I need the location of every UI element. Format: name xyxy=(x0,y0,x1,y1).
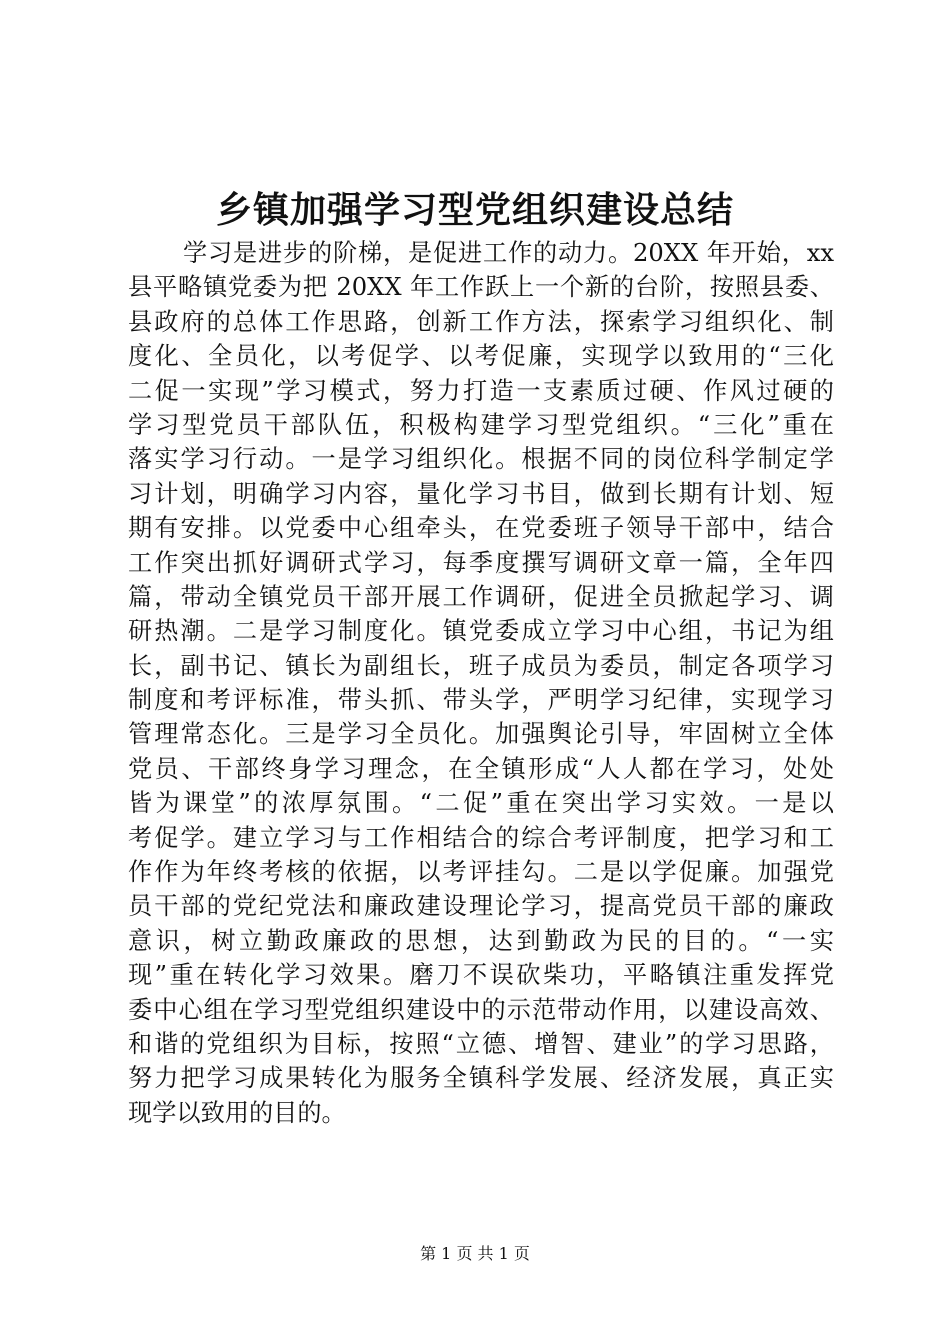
body-line: 县政府的总体工作思路，创新工作方法，探索学习组织化、制 xyxy=(128,307,834,336)
body-line: 学习型党员干部队伍，积极构建学习型党组织。“三化”重在 xyxy=(128,410,834,439)
body-line: 和谐的党组织为目标，按照“立德、增智、建业”的学习思路， xyxy=(128,1029,834,1058)
body-line: 长，副书记、镇长为副组长，班子成员为委员，制定各项学习 xyxy=(128,651,834,680)
body-line: 学习是进步的阶梯，是促进工作的动力。20XX 年开始，xx xyxy=(183,239,834,267)
body-line: 研热潮。二是学习制度化。镇党委成立学习中心组，书记为组 xyxy=(128,617,834,646)
body-line: 落实学习行动。一是学习组织化。根据不同的岗位科学制定学 xyxy=(128,445,834,474)
body-line: 二促一实现”学习模式，努力打造一支素质过硬、作风过硬的 xyxy=(128,376,834,405)
body-line: 县平略镇党委为把 20XX 年工作跃上一个新的台阶，按照县委、 xyxy=(128,273,834,302)
body-line: 期有安排。以党委中心组牵头，在党委班子领导干部中，结合 xyxy=(128,514,834,543)
body-line: 意识，树立勤政廉政的思想，达到勤政为民的目的。“一实 xyxy=(128,926,834,955)
page-number: 第 1 页 共 1 页 xyxy=(420,1244,530,1263)
body-line: 努力把学习成果转化为服务全镇科学发展、经济发展，真正实 xyxy=(128,1064,834,1093)
body-line: 度化、全员化，以考促学、以考促廉，实现学以致用的“三化 xyxy=(128,342,834,371)
body-line: 皆为课堂”的浓厚氛围。“二促”重在突出学习实效。一是以 xyxy=(128,789,834,818)
body-line: 习计划，明确学习内容，量化学习书目，做到长期有计划、短 xyxy=(128,479,834,508)
body-line: 现”重在转化学习效果。磨刀不误砍柴功，平略镇注重发挥党 xyxy=(128,961,834,990)
body-line: 考促学。建立学习与工作相结合的综合考评制度，把学习和工 xyxy=(128,823,834,852)
body-line: 现学以致用的目的。 xyxy=(128,1098,346,1127)
body-line: 工作突出抓好调研式学习，每季度撰写调研文章一篇，全年四 xyxy=(128,548,834,577)
body-line: 员干部的党纪党法和廉政建设理论学习，提高党员干部的廉政 xyxy=(128,892,834,921)
body-line: 篇，带动全镇党员干部开展工作调研，促进全员掀起学习、调 xyxy=(128,582,834,611)
body-line: 作作为年终考核的依据，以考评挂勾。二是以学促廉。加强党 xyxy=(128,858,834,887)
document-title: 乡镇加强学习型党组织建设总结 xyxy=(215,189,734,231)
body-line: 管理常态化。三是学习全员化。加强舆论引导，牢固树立全体 xyxy=(128,720,834,749)
body-line: 党员、干部终身学习理念，在全镇形成“人人都在学习，处处 xyxy=(128,754,834,783)
body-line: 委中心组在学习型党组织建设中的示范带动作用，以建设高效、 xyxy=(128,995,834,1024)
document-body xyxy=(128,236,834,1130)
body-line: 制度和考评标准，带头抓、带头学，严明学习纪律，实现学习 xyxy=(128,686,834,715)
